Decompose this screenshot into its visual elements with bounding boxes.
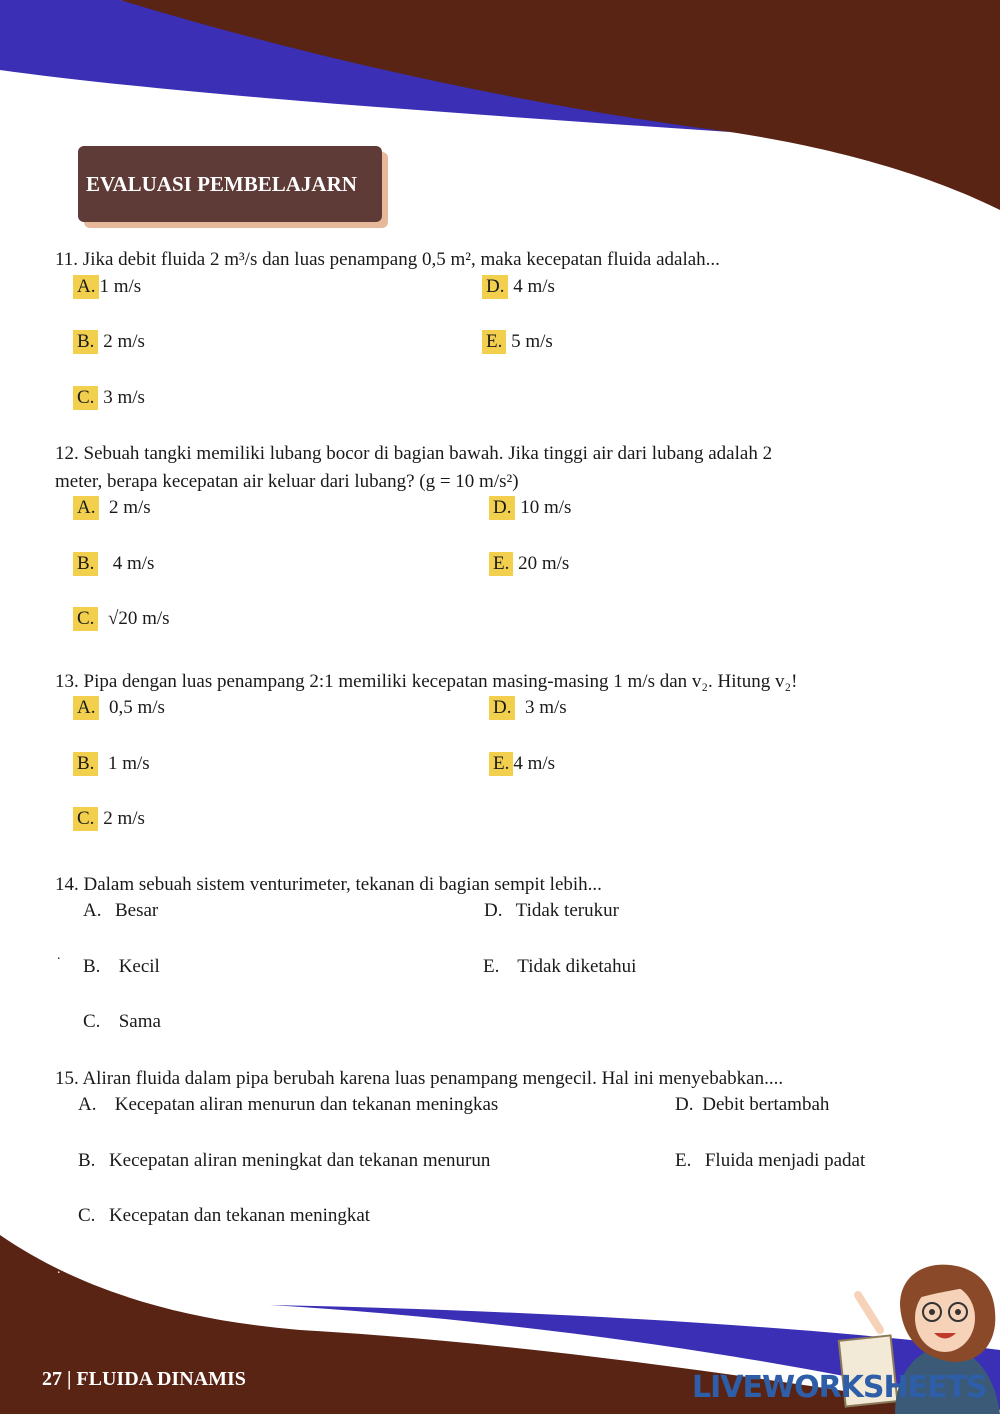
q11-option-a[interactable] <box>73 275 141 299</box>
question-12-text-line1: 12. Sebuah tangki memiliki lubang bocor di bagian bawah. Jika tinggi air dari lubang adalah 2 <box>55 443 773 464</box>
option-letter: E. <box>489 552 513 576</box>
q14-option-e[interactable] <box>479 955 636 979</box>
option-text: 2 m/s <box>103 331 145 352</box>
option-letter: A. <box>73 496 99 520</box>
option-letter: A. <box>73 275 99 299</box>
option-text: Kecil <box>118 956 160 977</box>
q13-option-c[interactable] <box>73 807 145 831</box>
option-letter: C. <box>83 1011 101 1032</box>
option-letter: E. <box>482 330 506 354</box>
option-text: 20 m/s <box>518 553 570 574</box>
question-14-text: 14. Dalam sebuah sistem venturimeter, tekanan di bagian sempit lebih... <box>55 874 602 895</box>
question-13-text: 13. Pipa dengan luas penampang 2:1 memiliki kecepatan masing-masing 1 m/s dan v₂. Hitung v₂! <box>55 671 798 692</box>
option-letter: C. <box>73 807 98 831</box>
option-letter: B. <box>73 330 98 354</box>
q12-option-b[interactable] <box>73 552 154 576</box>
option-text: 4 m/s <box>513 753 556 774</box>
option-text: √20 m/s <box>107 608 170 629</box>
option-letter: E. <box>489 752 513 776</box>
option-text: 1 m/s <box>99 276 142 297</box>
option-letter: A. <box>73 696 99 720</box>
q12-option-c[interactable] <box>73 607 170 631</box>
option-letter: E. <box>675 1150 692 1171</box>
option-text: Debit bertambah <box>702 1094 830 1115</box>
section-title-box <box>78 146 384 224</box>
option-letter: B. <box>73 752 98 776</box>
q15-option-d[interactable] <box>671 1093 829 1117</box>
option-text: 4 m/s <box>513 276 555 297</box>
stray-dot: . <box>57 948 61 963</box>
option-letter: B. <box>78 1150 96 1171</box>
page-footer: 27 | FLUIDA DINAMIS <box>42 1368 246 1390</box>
q14-option-d[interactable] <box>480 899 619 923</box>
option-letter: B. <box>73 552 98 576</box>
option-text: Tidak diketahui <box>517 956 637 977</box>
option-text: 2 m/s <box>103 808 145 829</box>
option-text: 10 m/s <box>520 497 572 518</box>
option-letter: D. <box>489 696 515 720</box>
q14-option-b[interactable] <box>79 955 160 979</box>
option-letter: D. <box>484 900 503 921</box>
q12-option-d[interactable] <box>489 496 571 520</box>
q11-option-c[interactable] <box>73 386 145 410</box>
q13-option-b[interactable] <box>73 752 150 776</box>
q14-option-a[interactable] <box>79 899 158 923</box>
option-text: 3 m/s <box>524 697 567 718</box>
option-text: Sama <box>118 1011 161 1032</box>
q13-option-e[interactable] <box>489 752 555 776</box>
q14-option-c[interactable] <box>79 1010 161 1034</box>
q13-option-d[interactable] <box>489 696 567 720</box>
q13-option-a[interactable] <box>73 696 165 720</box>
option-text: Kecepatan aliran meningkat dan tekanan menurun <box>108 1150 491 1171</box>
option-text: 4 m/s <box>112 553 155 574</box>
option-text: Fluida menjadi padat <box>704 1150 866 1171</box>
question-11-text: 11. Jika debit fluida 2 m³/s dan luas penampang 0,5 m², maka kecepatan fluida adalah... <box>55 249 720 270</box>
q11-option-e[interactable] <box>482 330 553 354</box>
option-text: 5 m/s <box>511 331 553 352</box>
question-15-text: 15. Aliran fluida dalam pipa berubah karena luas penampang mengecil. Hal ini menyebabkan.... <box>55 1068 784 1089</box>
option-letter: D. <box>489 496 515 520</box>
liveworksheets-logo[interactable]: LIVEWORKSHEETS <box>692 1370 987 1405</box>
q15-option-c[interactable] <box>74 1204 370 1228</box>
section-title: EVALUASI PEMBELAJARN <box>78 146 382 222</box>
option-text: Kecepatan aliran menurun dan tekanan meningkas <box>114 1094 499 1115</box>
option-letter: C. <box>78 1205 96 1226</box>
option-letter: C. <box>73 386 98 410</box>
option-letter: E. <box>483 956 500 977</box>
q12-option-e[interactable] <box>489 552 569 576</box>
option-letter: A. <box>78 1094 97 1115</box>
option-text: Besar <box>114 900 159 921</box>
option-text: Tidak terukur <box>515 900 619 921</box>
question-12-text-line2: meter, berapa kecepatan air keluar dari lubang? (g = 10 m/s²) <box>55 471 519 492</box>
stray-dot: . <box>57 1262 61 1277</box>
option-text: 3 m/s <box>103 387 145 408</box>
q11-option-d[interactable] <box>482 275 555 299</box>
option-text: 2 m/s <box>108 497 151 518</box>
q15-option-e[interactable] <box>671 1149 865 1173</box>
option-letter: C. <box>73 607 98 631</box>
option-text: 0,5 m/s <box>108 697 165 718</box>
q11-option-b[interactable] <box>73 330 145 354</box>
option-text: Kecepatan dan tekanan meningkat <box>108 1205 371 1226</box>
option-text: 1 m/s <box>107 753 150 774</box>
q15-option-a[interactable] <box>74 1093 498 1117</box>
option-letter: B. <box>83 956 101 977</box>
option-letter: D. <box>675 1094 694 1115</box>
option-letter: D. <box>482 275 508 299</box>
q15-option-b[interactable] <box>74 1149 490 1173</box>
option-letter: A. <box>83 900 102 921</box>
q12-option-a[interactable] <box>73 496 151 520</box>
